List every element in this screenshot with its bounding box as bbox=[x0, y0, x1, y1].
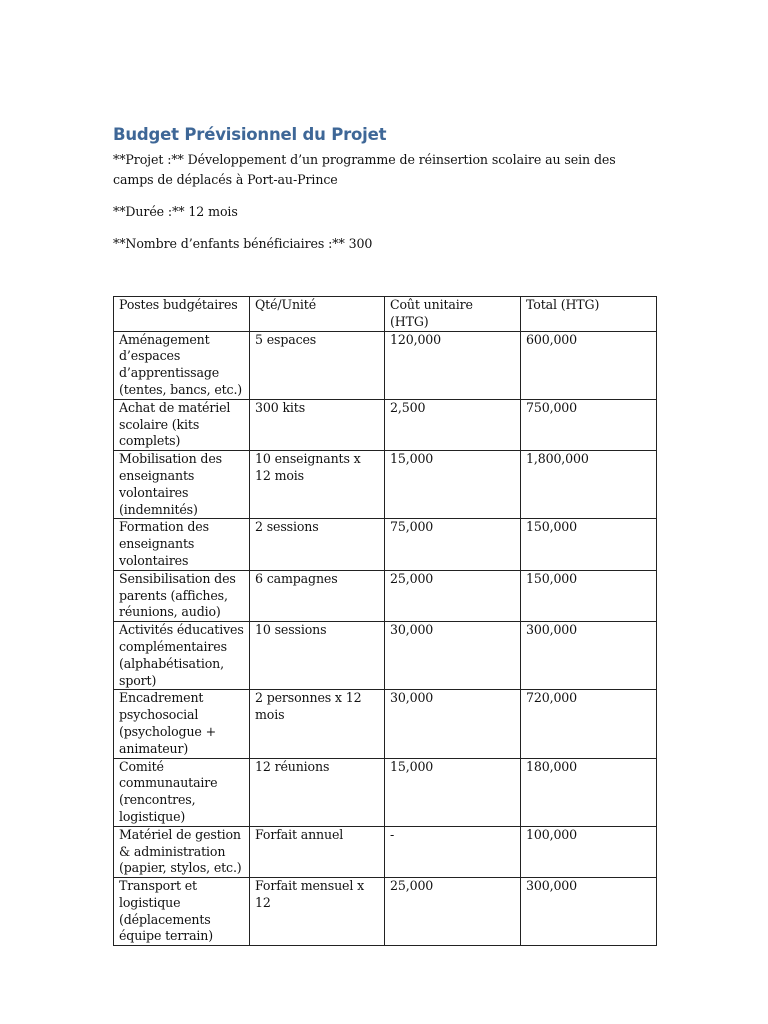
cell-unit-cost: 15,000 bbox=[385, 758, 521, 826]
cell-budget-item: Mobilisation des enseignants volontaires (indemnités) bbox=[114, 451, 250, 519]
header-unit-cost: Coût unitaire (HTG) bbox=[385, 297, 521, 332]
cell-quantity-unit: 6 campagnes bbox=[250, 570, 385, 621]
budget-table bbox=[113, 296, 657, 946]
cell-total: 180,000 bbox=[521, 758, 657, 826]
cell-quantity-unit: 10 enseignants x 12 mois bbox=[250, 451, 385, 519]
cell-budget-item: Aménagement d’espaces d’apprentissage (tentes, bancs, etc.) bbox=[114, 331, 250, 399]
cell-total: 300,000 bbox=[521, 878, 657, 946]
project-line: **Projet :** Développement d’un programme de réinsertion scolaire au sein des camps de déplacés à Port-au-Prince bbox=[113, 152, 616, 187]
cell-total: 600,000 bbox=[521, 331, 657, 399]
table-row bbox=[114, 622, 657, 690]
cell-quantity-unit: Forfait mensuel x 12 bbox=[250, 878, 385, 946]
duration-line: **Durée :** 12 mois bbox=[113, 204, 238, 219]
document-title: Budget Prévisionnel du Projet bbox=[113, 125, 387, 144]
table-row bbox=[114, 519, 657, 570]
cell-unit-cost: 30,000 bbox=[385, 622, 521, 690]
table-row bbox=[114, 451, 657, 519]
table-row bbox=[114, 331, 657, 399]
cell-total: 150,000 bbox=[521, 519, 657, 570]
header-total: Total (HTG) bbox=[521, 297, 657, 332]
cell-budget-item: Matériel de gestion & administration (papier, stylos, etc.) bbox=[114, 826, 250, 877]
cell-total: 300,000 bbox=[521, 622, 657, 690]
table-row bbox=[114, 826, 657, 877]
table-header-row bbox=[114, 297, 657, 332]
cell-budget-item: Formation des enseignants volontaires bbox=[114, 519, 250, 570]
cell-budget-item: Comité communautaire (rencontres, logistique) bbox=[114, 758, 250, 826]
cell-quantity-unit: 2 sessions bbox=[250, 519, 385, 570]
cell-unit-cost: 2,500 bbox=[385, 399, 521, 450]
cell-budget-item: Sensibilisation des parents (affiches, réunions, audio) bbox=[114, 570, 250, 621]
cell-quantity-unit: 300 kits bbox=[250, 399, 385, 450]
cell-budget-item: Activités éducatives complémentaires (alphabétisation, sport) bbox=[114, 622, 250, 690]
header-budget-items: Postes budgétaires bbox=[114, 297, 250, 332]
cell-quantity-unit: Forfait annuel bbox=[250, 826, 385, 877]
document-body bbox=[113, 124, 658, 254]
cell-quantity-unit: 12 réunions bbox=[250, 758, 385, 826]
beneficiaries-line: **Nombre d’enfants bénéficiaires :** 300 bbox=[113, 236, 373, 251]
cell-unit-cost: 15,000 bbox=[385, 451, 521, 519]
table-row bbox=[114, 570, 657, 621]
table-row bbox=[114, 690, 657, 758]
cell-quantity-unit: 10 sessions bbox=[250, 622, 385, 690]
cell-unit-cost: 75,000 bbox=[385, 519, 521, 570]
table-row bbox=[114, 878, 657, 946]
cell-unit-cost: 120,000 bbox=[385, 331, 521, 399]
cell-quantity-unit: 2 personnes x 12 mois bbox=[250, 690, 385, 758]
cell-total: 720,000 bbox=[521, 690, 657, 758]
cell-unit-cost: 25,000 bbox=[385, 878, 521, 946]
cell-budget-item: Transport et logistique (déplacements équipe terrain) bbox=[114, 878, 250, 946]
table-row bbox=[114, 758, 657, 826]
cell-unit-cost: 25,000 bbox=[385, 570, 521, 621]
cell-quantity-unit: 5 espaces bbox=[250, 331, 385, 399]
table-row bbox=[114, 399, 657, 450]
cell-unit-cost: - bbox=[385, 826, 521, 877]
header-quantity-unit: Qté/Unité bbox=[250, 297, 385, 332]
cell-budget-item: Achat de matériel scolaire (kits complets) bbox=[114, 399, 250, 450]
cell-total: 750,000 bbox=[521, 399, 657, 450]
cell-total: 100,000 bbox=[521, 826, 657, 877]
cell-total: 150,000 bbox=[521, 570, 657, 621]
cell-total: 1,800,000 bbox=[521, 451, 657, 519]
cell-budget-item: Encadrement psychosocial (psychologue + animateur) bbox=[114, 690, 250, 758]
cell-unit-cost: 30,000 bbox=[385, 690, 521, 758]
